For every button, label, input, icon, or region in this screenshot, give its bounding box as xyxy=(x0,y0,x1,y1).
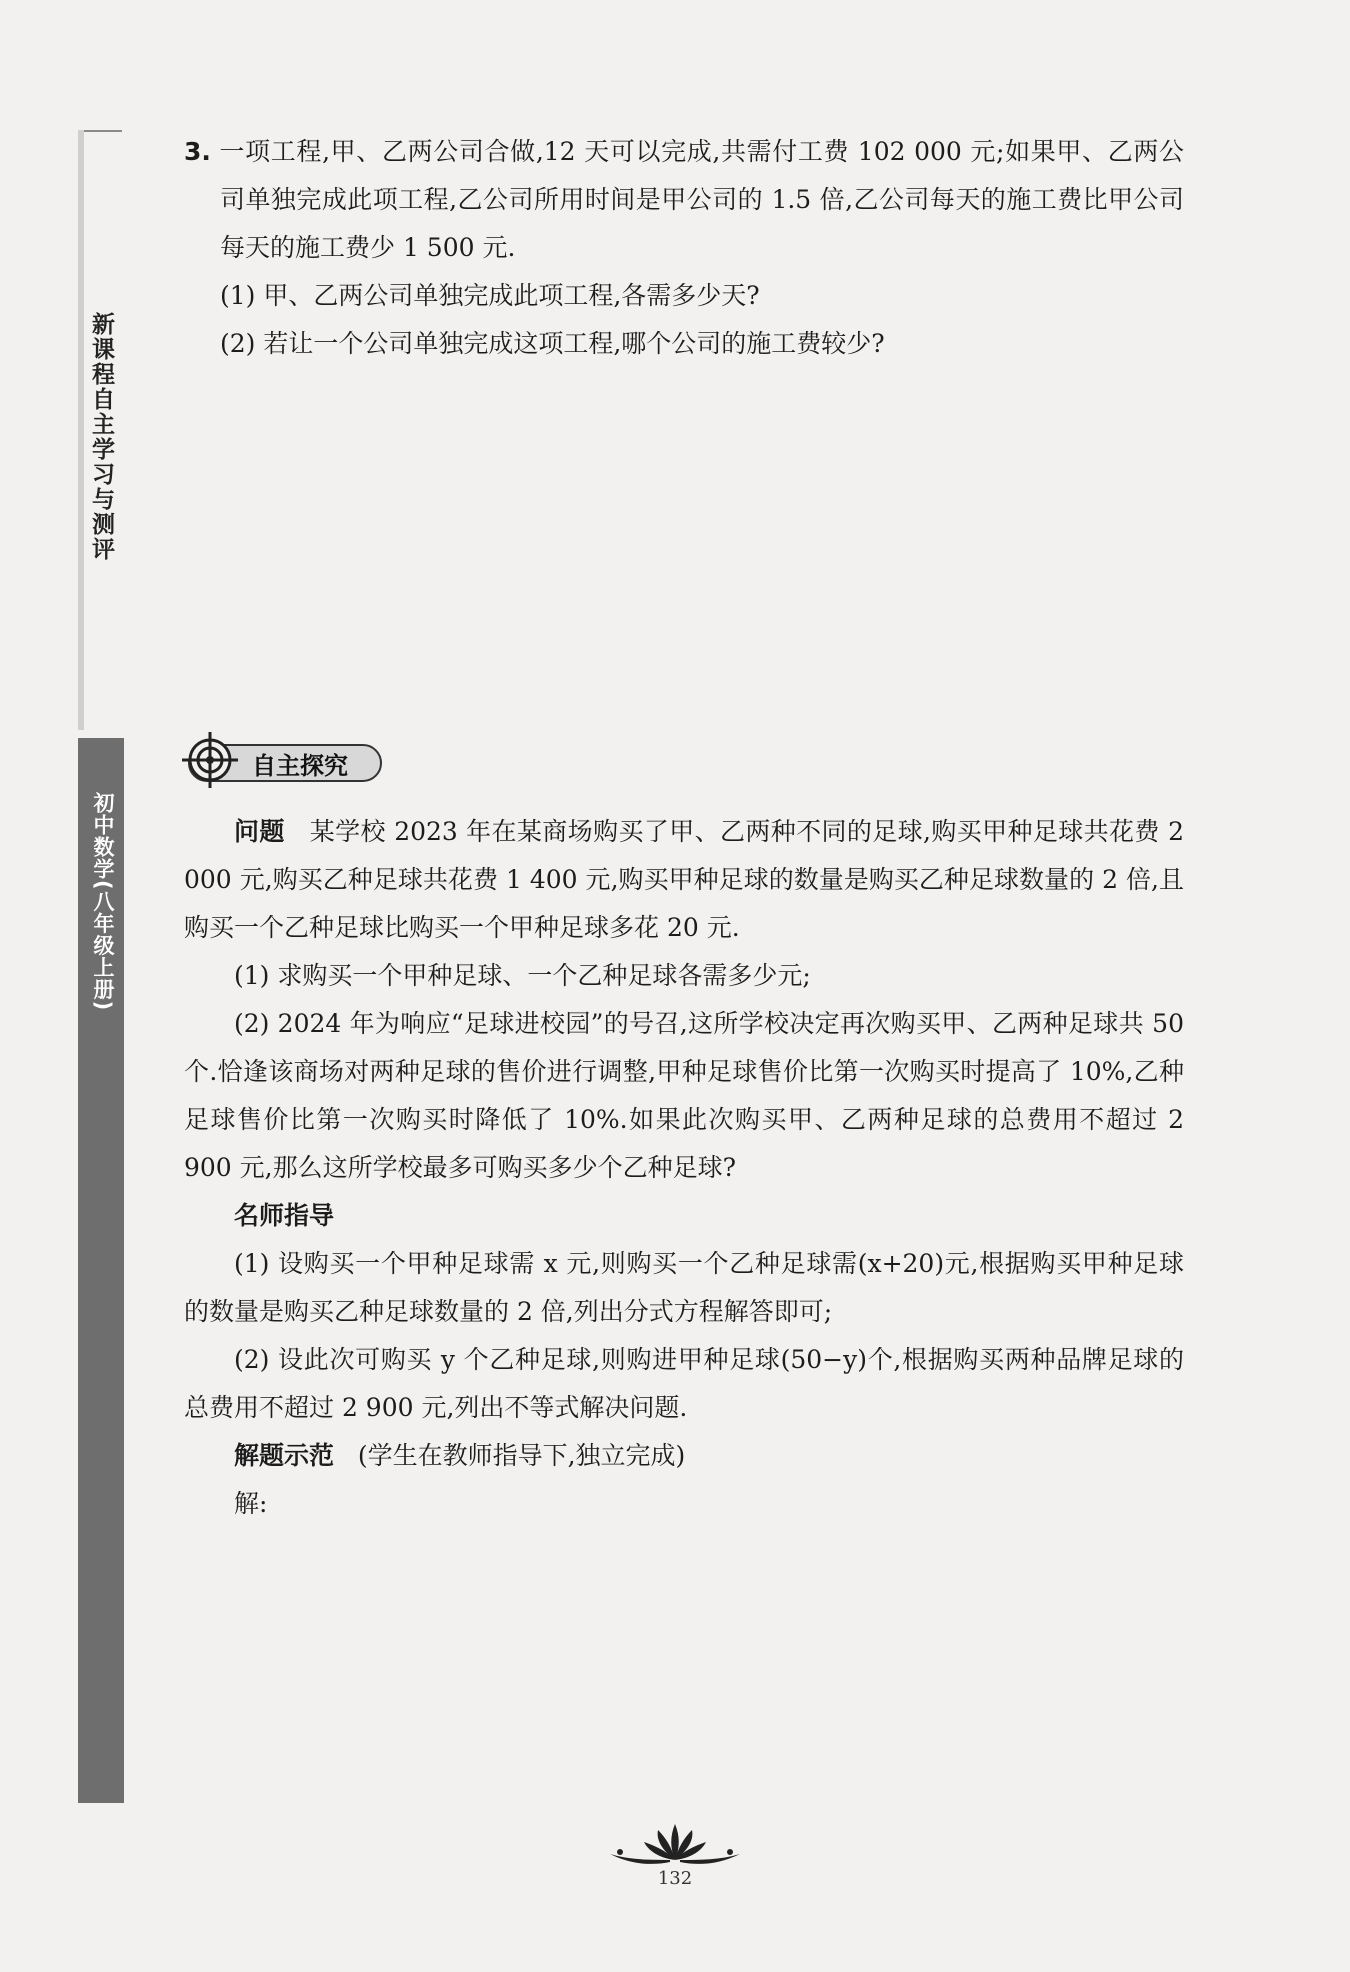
solution-heading xyxy=(184,1432,1184,1480)
problem xyxy=(184,808,1184,952)
footer-ornament-icon xyxy=(600,1820,750,1870)
problem-label: 问题 xyxy=(234,817,285,846)
page-number: 132 xyxy=(657,1868,693,1889)
section-title: 自主探究 xyxy=(252,752,348,780)
problem-sub1: (1) 求购买一个甲种足球、一个乙种足球各需多少元; xyxy=(234,961,811,990)
question-number: 3. xyxy=(184,137,211,166)
question-3-text: 一项工程,甲、乙两公司合做,12 天可以完成,共需付工费 102 000 元;如果甲、乙两公司单独完成此项工程,乙公司所用时间是甲公司的 1.5 倍,乙公司每天的施工费比甲公司每天的施工费少 1 500 元. xyxy=(219,137,1184,262)
book-title: 初中数学(八年级上册) xyxy=(91,792,115,1012)
solution-note: (学生在教师指导下,独立完成) xyxy=(357,1441,686,1470)
solution-label: 解题示范 xyxy=(234,1441,335,1470)
target-icon xyxy=(182,730,238,790)
question-3-sub2: (2) 若让一个公司单独完成这项工程,哪个公司的施工费较少? xyxy=(220,329,885,358)
sidebar-top-rule xyxy=(84,130,122,132)
guide-label: 名师指导 xyxy=(234,1201,335,1230)
guide-p2: (2) 设此次可购买 y 个乙种足球,则购进甲种足球(50−y)个,根据购买两种品牌足球的总费用不超过 2 900 元,列出不等式解决问题. xyxy=(184,1345,1184,1422)
solution-start: 解: xyxy=(234,1489,268,1518)
question-3 xyxy=(184,128,1184,272)
sidebar-top-bar xyxy=(78,130,84,730)
series-title: 新课程自主学习与测评 xyxy=(88,312,114,562)
problem-sub2: (2) 2024 年为响应“足球进校园”的号召,这所学校决定再次购买甲、乙两种足球共 50 个.恰逢该商场对两种足球的售价进行调整,甲种足球售价比第一次购买时提高了 10%,乙种足球售价比第一次购买时降低了 10%.如果此次购买甲、乙两种足球的总费用不超过 2 900 元,那么这所学校最多可购买多少个乙种足球? xyxy=(184,1009,1184,1182)
problem-text: 某学校 2023 年在某商场购买了甲、乙两种不同的足球,购买甲种足球共花费 2 000 元,购买乙种足球共花费 1 400 元,购买甲种足球的数量是购买乙种足球数量的 2 倍,且购买一个乙种足球比购买一个甲种足球多花 20 元. xyxy=(184,817,1184,942)
question-3-sub1: (1) 甲、乙两公司单独完成此项工程,各需多少天? xyxy=(220,281,760,310)
section-heading xyxy=(182,738,382,782)
guide-p1: (1) 设购买一个甲种足球需 x 元,则购买一个乙种足球需(x+20)元,根据购买甲种足球的数量是购买乙种足球数量的 2 倍,列出分式方程解答即可; xyxy=(184,1249,1184,1326)
